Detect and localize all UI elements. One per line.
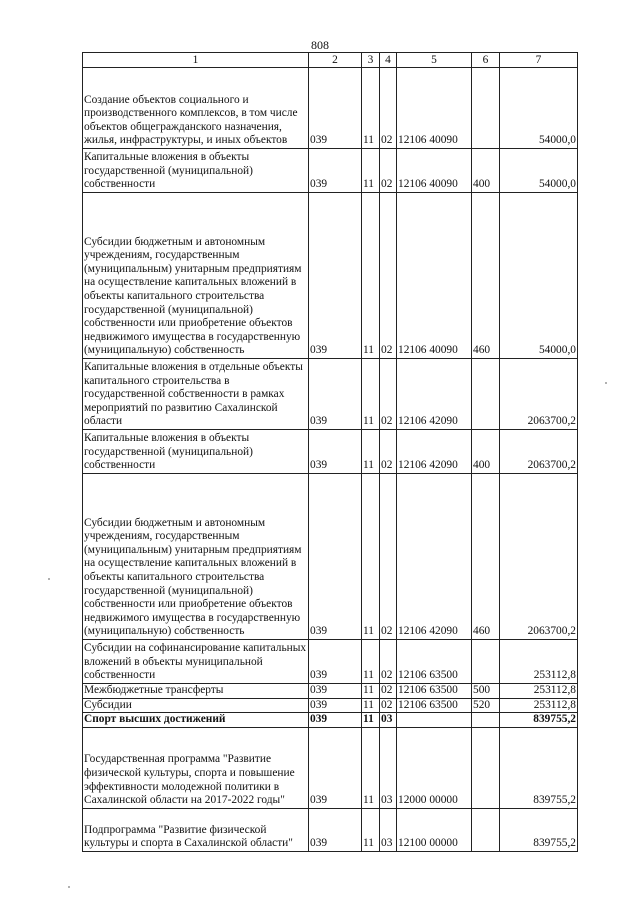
row-ministry-code: 039 — [309, 684, 362, 699]
table-row — [83, 430, 578, 474]
row-expense-type — [472, 713, 500, 728]
row-name: Подпрограмма "Развитие физической культуры и спорта в Сахалинской области" — [83, 808, 309, 851]
row-ministry-code: 039 — [309, 698, 362, 713]
row-amount: 253112,8 — [500, 698, 578, 713]
row-section-code: 11 — [362, 640, 380, 684]
row-ministry-code: 039 — [309, 193, 362, 359]
row-amount: 839755,2 — [500, 713, 578, 728]
row-subsection-code: 02 — [380, 684, 397, 699]
row-subsection-code: 02 — [380, 474, 397, 640]
row-subsection-code: 02 — [380, 193, 397, 359]
row-target-article: 12106 40090 — [397, 68, 472, 149]
row-target-article: 12106 63500 — [397, 684, 472, 699]
row-amount: 54000,0 — [500, 149, 578, 193]
row-target-article: 12000 00000 — [397, 727, 472, 808]
row-section-code: 11 — [362, 808, 380, 851]
row-ministry-code: 039 — [309, 474, 362, 640]
row-target-article: 12106 40090 — [397, 193, 472, 359]
column-header: 2 — [309, 53, 362, 68]
row-expense-type: 520 — [472, 698, 500, 713]
table-body — [83, 68, 578, 852]
row-name: Субсидии на софинансирование капитальных вложений в объекты муниципальной собственности — [83, 640, 309, 684]
column-header: 5 — [397, 53, 472, 68]
row-name: Государственная программа "Развитие физической культуры, спорта и повышение эффективности молодежной политики в Сахалинской области на 2017-2022 годы" — [83, 727, 309, 808]
table-row — [83, 727, 578, 808]
row-section-code: 11 — [362, 474, 380, 640]
column-header: 6 — [472, 53, 500, 68]
row-amount: 2063700,2 — [500, 430, 578, 474]
row-expense-type: 460 — [472, 193, 500, 359]
table-row — [83, 359, 578, 430]
row-subsection-code: 02 — [380, 640, 397, 684]
row-name: Капитальные вложения в отдельные объекты капитального строительства в государственной собственности в рамках мероприятий по развитию Сахалинской области — [83, 359, 309, 430]
column-header: 4 — [380, 53, 397, 68]
budget-table — [82, 52, 578, 852]
row-name: Капитальные вложения в объекты государственной (муниципальной) собственности — [83, 149, 309, 193]
scan-speck — [605, 382, 607, 384]
table-row — [83, 149, 578, 193]
row-section-code: 11 — [362, 698, 380, 713]
row-subsection-code: 02 — [380, 430, 397, 474]
row-section-code: 11 — [362, 727, 380, 808]
header-row — [83, 53, 578, 68]
row-name: Создание объектов социального и производственного комплексов, в том числе объектов общегражданского назначения, жилья, инфраструктуры, и иных объектов — [83, 68, 309, 149]
row-expense-type: 400 — [472, 430, 500, 474]
row-expense-type — [472, 640, 500, 684]
row-target-article: 12100 00000 — [397, 808, 472, 851]
row-name: Субсидии — [83, 698, 309, 713]
row-name: Субсидии бюджетным и автономным учреждениям, государственным (муниципальным) унитарным предприятиям на осуществление капитальных вложений в объекты капитального строительства государственной (муниципальной) собственности или приобретение объектов недвижимого имущества в государственную (муниципальную) собственность — [83, 474, 309, 640]
table-row — [83, 640, 578, 684]
row-subsection-code: 03 — [380, 727, 397, 808]
row-amount: 54000,0 — [500, 68, 578, 149]
row-amount: 54000,0 — [500, 193, 578, 359]
row-target-article: 12106 42090 — [397, 474, 472, 640]
column-header: 1 — [83, 53, 309, 68]
table-row — [83, 713, 578, 728]
row-expense-type — [472, 359, 500, 430]
row-target-article: 12106 63500 — [397, 698, 472, 713]
row-amount: 2063700,2 — [500, 359, 578, 430]
table-row — [83, 193, 578, 359]
scan-speck — [68, 886, 70, 888]
row-name: Спорт высших достижений — [83, 713, 309, 728]
row-ministry-code: 039 — [309, 640, 362, 684]
row-expense-type — [472, 808, 500, 851]
page-number: 808 — [311, 38, 329, 52]
row-section-code: 11 — [362, 68, 380, 149]
row-amount: 253112,8 — [500, 684, 578, 699]
row-amount: 2063700,2 — [500, 474, 578, 640]
row-target-article: 12106 63500 — [397, 640, 472, 684]
row-ministry-code: 039 — [309, 359, 362, 430]
row-amount: 839755,2 — [500, 727, 578, 808]
row-subsection-code: 02 — [380, 149, 397, 193]
row-name: Межбюджетные трансферты — [83, 684, 309, 699]
table-row — [83, 474, 578, 640]
table-row — [83, 68, 578, 149]
row-name: Субсидии бюджетным и автономным учреждениям, государственным (муниципальным) унитарным предприятиям на осуществление капитальных вложений в объекты капитального строительства государственной (муниципальной) собственности или приобретение объектов недвижимого имущества в государственную (муниципальную) собственность — [83, 193, 309, 359]
row-ministry-code: 039 — [309, 149, 362, 193]
column-header: 3 — [362, 53, 380, 68]
row-amount: 839755,2 — [500, 808, 578, 851]
row-expense-type: 400 — [472, 149, 500, 193]
row-target-article: 12106 42090 — [397, 359, 472, 430]
table-row — [83, 808, 578, 851]
scan-speck — [48, 578, 50, 580]
column-header: 7 — [500, 53, 578, 68]
row-section-code: 11 — [362, 684, 380, 699]
row-subsection-code: 02 — [380, 359, 397, 430]
row-subsection-code: 03 — [380, 713, 397, 728]
row-expense-type: 500 — [472, 684, 500, 699]
row-target-article — [397, 713, 472, 728]
row-ministry-code: 039 — [309, 713, 362, 728]
row-subsection-code: 02 — [380, 698, 397, 713]
table-row — [83, 684, 578, 699]
row-ministry-code: 039 — [309, 808, 362, 851]
row-section-code: 11 — [362, 359, 380, 430]
row-expense-type: 460 — [472, 474, 500, 640]
row-ministry-code: 039 — [309, 68, 362, 149]
row-section-code: 11 — [362, 713, 380, 728]
row-amount: 253112,8 — [500, 640, 578, 684]
row-target-article: 12106 40090 — [397, 149, 472, 193]
row-subsection-code: 02 — [380, 68, 397, 149]
row-target-article: 12106 42090 — [397, 430, 472, 474]
row-subsection-code: 03 — [380, 808, 397, 851]
row-section-code: 11 — [362, 149, 380, 193]
row-name: Капитальные вложения в объекты государственной (муниципальной) собственности — [83, 430, 309, 474]
row-expense-type — [472, 727, 500, 808]
table-row — [83, 698, 578, 713]
row-section-code: 11 — [362, 430, 380, 474]
row-expense-type — [472, 68, 500, 149]
row-section-code: 11 — [362, 193, 380, 359]
row-ministry-code: 039 — [309, 430, 362, 474]
row-ministry-code: 039 — [309, 727, 362, 808]
